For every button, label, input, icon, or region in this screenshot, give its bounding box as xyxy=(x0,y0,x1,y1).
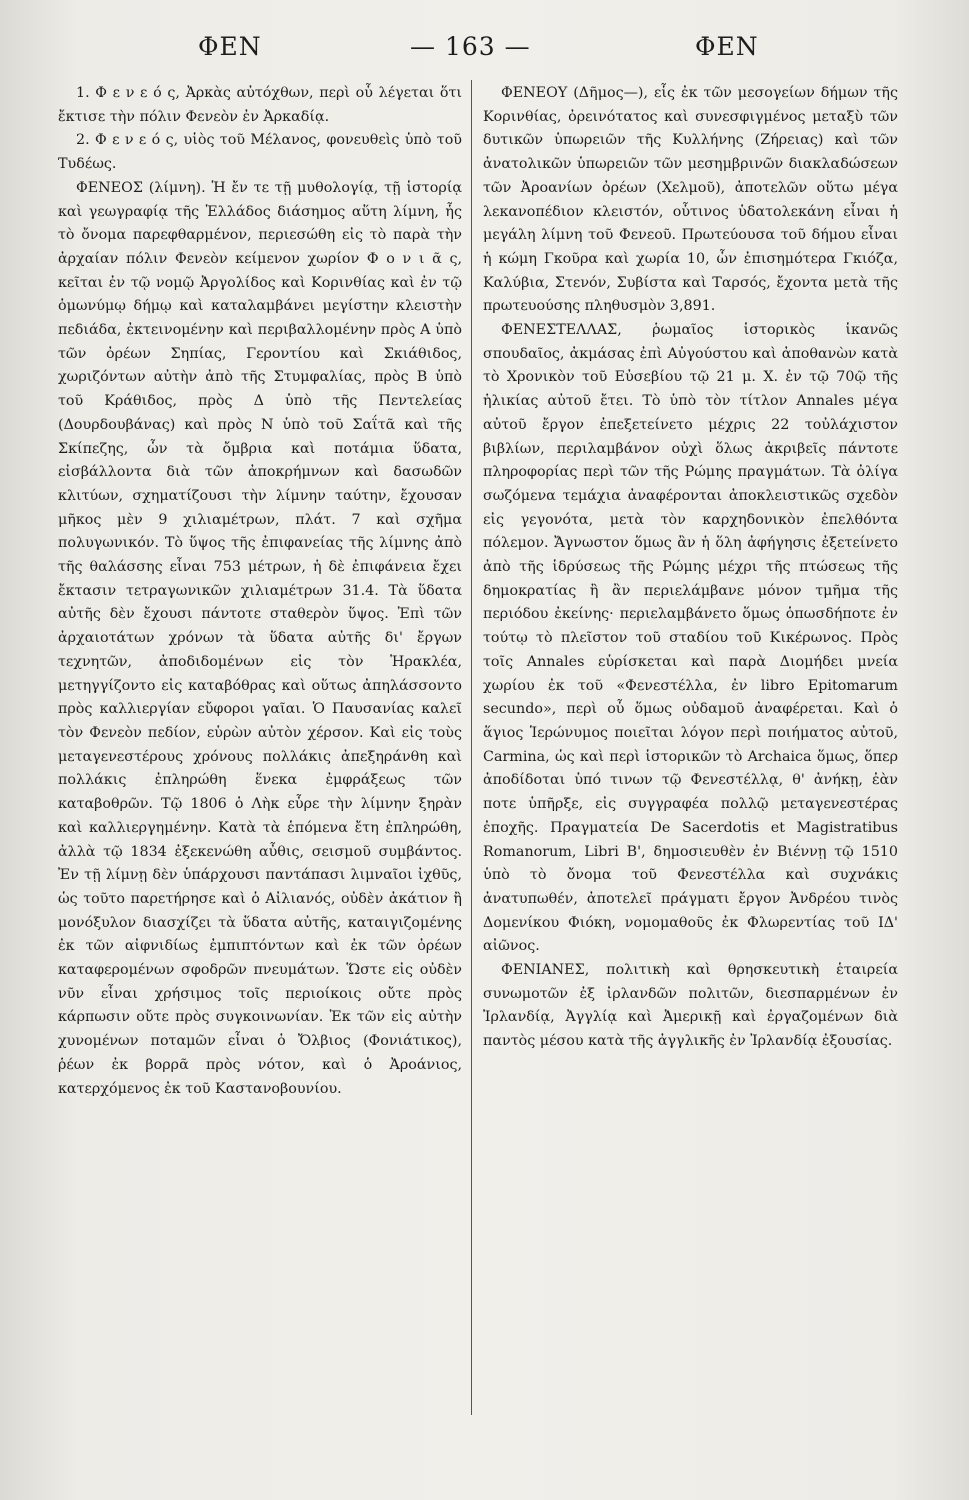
column-divider xyxy=(471,80,472,1415)
header-left-keyword: ΦΕΝ xyxy=(198,32,262,61)
entry-fenianes: ΦΕΝΙΑΝΕΣ, πολιτικὴ καὶ θρησκευτικὴ ἑταιρεία συνωμοτῶν ἐξ ἰρλανδῶν πολιτῶν, διεσπαρμένων ἐν Ἰρλανδίᾳ, Ἀγγλίᾳ καὶ Ἀμερικῇ καὶ ἐργαζομένων διὰ παντὸς μέσου κατὰ τῆς ἀγγλικῆς ἐν Ἰρλανδίᾳ ἐξουσίας. xyxy=(483,962,898,1050)
left-column xyxy=(58,82,462,1101)
entry-feneos-1: 1. Φ ε ν ε ό ς, Ἀρκὰς αὐτόχθων, περὶ οὗ λέγεται ὅτι ἔκτισε τὴν πόλιν Φενεὸν ἐν Ἀρκαδίᾳ. xyxy=(58,85,462,125)
right-column xyxy=(483,82,898,1054)
header-right-keyword: ΦΕΝ xyxy=(695,32,759,61)
running-header xyxy=(60,32,940,72)
entry-feneou-municipality: ΦΕΝΕΟΥ (Δῆμος—), εἷς ἐκ τῶν μεσογείων δήμων τῆς Κορινθίας, ὀρεινότατος καὶ συνεσφιγμένος μεταξὺ τῶν δυτικῶν ὑπωρειῶν τῆς Κυλλήνης (Ζήρειας) καὶ τῶν ἀνατολικῶν ὑπωρειῶν τῶν μεσημβρινῶν διακλαδώσεων τῶν Ἀροανίων ὀρέων (Χελμοῦ), ἀποτελῶν οὕτω μέγα λεκανοπέδιον κλειστόν, οὗτινος ὑδατολεκάνη εἶναι ἡ μεγάλη λίμνη τοῦ Φενεοῦ. Πρωτεύουσα τοῦ δήμου εἶναι ἡ κώμη Γκοῦρα καὶ χωρία 10, ὧν ἐπισημότερα Γκιόζα, Καλύβια, Στενόν, Συβίστα καὶ Ταρσός, ἔχοντα μετὰ τῆς πρωτευούσης πληθυσμὸν 3,891. xyxy=(483,85,898,315)
entry-feneos-2: 2. Φ ε ν ε ό ς, υἱὸς τοῦ Μέλανος, φονευθεὶς ὑπὸ τοῦ Τυδέως. xyxy=(58,132,462,173)
page-number: — 163 — xyxy=(410,32,531,61)
entry-fenestellas: ΦΕΝΕΣΤΕΛΛΑΣ, ῥωμαῖος ἱστορικὸς ἱκανῶς σπουδαῖος, ἀκμάσας ἐπὶ Αὐγούστου καὶ ἀποθανὼν κατὰ τὸ Χρονικὸν τοῦ Εὐσεβίου τῷ 21 μ. Χ. ἐν τῷ 70ῷ τῆς ἡλικίας αὐτοῦ ἔτει. Τὸ ὑπὸ τὸν τίτλον Annales μέγα αὐτοῦ ἔργον ἐπεξετείνετο μέχρις 22 τοὐλάχιστον βιβλίων, περιλαμβάνον οὐχὶ ὅλως ἀκριβεῖς πάντοτε πληροφορίας περὶ τῶν τῆς Ρώμης πραγμάτων. Τὰ ὀλίγα σωζόμενα τεμάχια ἀναφέρονται ἀποκλειστικῶς σχεδὸν εἰς γεγονότα, μετὰ τὸν καρχηδονικὸν ἐπελθόντα πόλεμον. Ἄγνωστον ὅμως ἂν ἡ ὅλη ἀφήγησις ἐξετείνετο ἀπὸ τῆς ἱδρύσεως τῆς Ρώμης μέχρι τῆς πτώσεως τῆς δημοκρατίας ἢ ἂν περιελάμβανε μόνον τμῆμα τῆς περιόδου ἐκείνης· περιελαμβάνετο ὅμως ὁπωσδήποτε ἐν τούτῳ τὸ πλεῖστον τοῦ σταδίου τοῦ Κικέρωνος. Πρὸς τοῖς Annales εὑρίσκεται καὶ παρὰ Διομήδει μνεία χωρίου ἐκ τοῦ «Φενεστέλλα, ἐν libro Epitomarum secundo», περὶ οὗ ὅμως οὐδαμοῦ ἀναφέρεται. Καὶ ὁ ἅγιος Ἱερώνυμος ποιεῖται λόγον περὶ ποιήματος αὐτοῦ, Carmina, ὡς καὶ περὶ ἱστορικῶν τὸ Archaica ὅμως, ὅπερ ἀποδίδοται ὑπό τινων τῷ Φενεστέλλᾳ, θ' ἀνήκῃ, ἐὰν ποτε ὑπῆρξε, εἰς συγγραφέα πολλῷ μεταγενεστέρας ἐποχῆς. Πραγματεία De Sacerdotis et Magistratibus Romanorum, Libri Β', δημοσιευθὲν ἐν Βιέννῃ τῷ 1510 ὑπὸ τὸ ὄνομα τοῦ Φενεστέλλα καὶ συχνάκις ἀνατυπωθέν, ἀποτελεῖ πράγματι ἔργον Ἀνδρέου τινὸς Δομενίκου Φιόκη, νομομαθοῦς ἐκ Φλωρεντίας τοῦ ΙΔ' αἰῶνος. xyxy=(483,322,898,955)
entry-feneos-lake: ΦΕΝΕΟΣ (λίμνη). Ἡ ἔν τε τῇ μυθολογίᾳ, τῇ ἱστορίᾳ καὶ γεωγραφίᾳ τῆς Ἑλλάδος διάσημος αὕτη λίμνη, ἧς τὸ ὄνομα παρεφθαρμένον, περιεσώθη εἰς τὸ παρὰ τὴν ἀρχαίαν πόλιν Φενεὸν κείμενον χωρίον Φ ο ν ι ᾶ ς, κεῖται ἐν τῷ νομῷ Ἀργολίδος καὶ Κορινθίας καὶ ἐν τῷ ὁμωνύμῳ δήμῳ καὶ καταλαμβάνει μεγίστην κλειστὴν πεδιάδα, ἐκτεινομένην καὶ περιβαλλομένην πρὸς Α ὑπὸ τῶν ὀρέων Σηπίας, Γεροντίου καὶ Σκιάθιδος, χωριζόντων αὐτὴν ἀπὸ τῆς Στυμφαλίας, πρὸς Β ὑπὸ τοῦ Κράθιδος, πρὸς Δ ὑπὸ τῆς Πεντελείας (Δουρδουβάνας) καὶ πρὸς Ν ὑπὸ τοῦ Σαΐτᾶ καὶ τῆς Σκίπεζης, ὧν τὰ ὄμβρια καὶ ποτάμια ὕδατα, εἰσβάλλοντα διὰ τῶν ἀποκρήμνων καὶ δασωδῶν κλιτύων, σχηματίζουσι τὴν λίμνην ταύτην, ἔχουσαν μῆκος μὲν 9 χιλιαμέτρων, πλάτ. 7 καὶ σχῆμα πολυγωνικόν. Τὸ ὕψος τῆς ἐπιφανείας τῆς λίμνης ἀπὸ τῆς θαλάσσης εἶναι 753 μέτρων, ἡ δὲ ἐπιφάνεια ἔχει ἔκτασιν τετραγωνικῶν χιλιαμέτρων 31.4. Τὰ ὕδατα αὐτῆς δὲν ἔχουσι πάντοτε σταθερὸν ὕψος. Ἐπὶ τῶν ἀρχαιοτάτων χρόνων τὰ ὕδατα αὐτῆς δι' ἔργων τεχνητῶν, ἀποδιδομένων εἰς τὸν Ἡρακλέα, μετηγγίζοντο εἰς καταβόθρας καὶ οὕτως ἀπηλάσσοντο πρὸς καλλιεργίαν εὔφοροι γαῖαι. Ὁ Παυσανίας καλεῖ τὸν Φενεὸν πεδίον, εὑρὼν αὐτὸν χέρσον. Καὶ εἰς τοὺς μεταγενεστέρους χρόνους πολλάκις ἀπεξηράνθη καὶ πολλάκις ἐπληρώθη ἕνεκα ἐμφράξεως τῶν καταβοθρῶν. Τῷ 1806 ὁ Λὴκ εὗρε τὴν λίμνην ξηρὰν καὶ καλλιεργημένην. Κατὰ τὰ ἑπόμενα ἔτη ἐπληρώθη, ἀλλὰ τῷ 1834 ἐξεκενώθη αὖθις, σεισμοῦ συμβάντος. Ἐν τῇ λίμνῃ δὲν ὑπάρχουσι παντάπασι λιμναῖοι ἰχθῦς, ὡς τοῦτο παρετήρησε καὶ ὁ Αἰλιανός, οὐδὲν ἀκάτιον ἢ μονόξυλον διασχίζει τὰ ὕδατα αὐτῆς, καταιγιζομένης ἐκ τῶν αἰφνιδίως ἐμπιπτόντων καὶ ἐκ τῶν ὀρέων καταφερομένων σφοδρῶν πνευμάτων. Ὥστε εἰς οὐδὲν νῦν εἶναι χρήσιμος τοῖς περιοίκοις οὔτε πρὸς κάρπωσιν οὔτε πρὸς συγκοινωνίαν. Ἐκ τῶν εἰς αὐτὴν χυνομένων ποταμῶν εἶναι ὁ Ὄλβιος (Φονιάτικος), ῥέων ἐκ βορρᾶ πρὸς νότον, καὶ ὁ Ἀροάνιος, κατερχόμενος ἐκ τοῦ Καστανοβουνίου. xyxy=(58,179,462,1097)
